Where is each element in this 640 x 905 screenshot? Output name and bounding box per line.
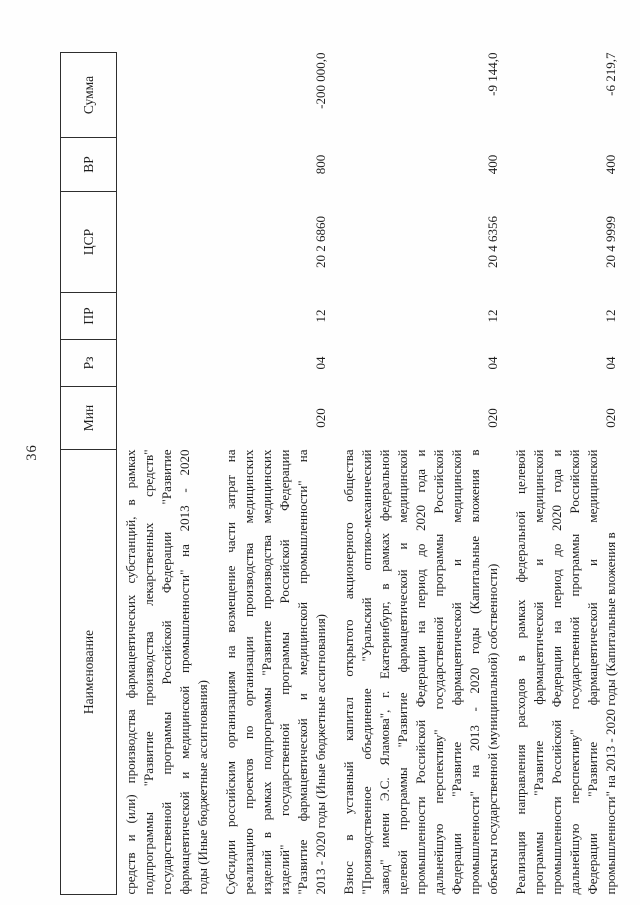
summa-cell: -9 144,0: [485, 52, 500, 96]
name-line: 2013 - 2020 годы (Иные бюджетные ассигнования): [313, 613, 328, 895]
table-row: [117, 53, 213, 895]
name-line: промышленности" на 2013 - 2020 годы (Капитальные вложения в: [467, 449, 482, 895]
name-line: подпрограммы "Развитие производства лекарственных средств": [141, 449, 156, 895]
name-line: промышленности Российской Федерации на период до 2020 года и: [549, 449, 564, 895]
rz-code-cell: 04: [603, 356, 618, 370]
rz-code-cell: 04: [485, 356, 500, 370]
csr-code-cell: 20 2 6860: [313, 216, 328, 268]
pr-code-cell: 12: [603, 309, 618, 323]
name-line: фармацевтической и медицинской промышленности" на 2013 - 2020: [177, 449, 192, 895]
rz-code-cell: 04: [313, 356, 328, 370]
min-code-cell: [117, 387, 213, 450]
summa-cell: -200 000,0: [313, 52, 328, 109]
name-cell: [330, 450, 502, 895]
name-line: Федерации "Развитие фармацевтической и медицинской: [585, 449, 600, 895]
name-line: "Производственное объединение "Уральский оптико-механический: [359, 449, 374, 895]
header-rz: Рз: [61, 340, 117, 387]
header-name: Наименование: [61, 450, 117, 895]
summa-cell: [117, 53, 213, 138]
name-line: изделий" государственной программы Российской Федерации: [277, 449, 292, 895]
csr-code-cell: [117, 192, 213, 293]
name-line: Федерации "Развитие фармацевтической и медицинской: [449, 449, 464, 895]
min-code-cell: 020: [313, 408, 328, 428]
name-line: изделий в рамках подпрограммы "Развитие производства медицинских: [259, 449, 274, 895]
table-row: [212, 53, 330, 895]
name-cell: [117, 450, 213, 895]
name-line: завод" имени Э.С. Яламова", г. Екатеринбург, в рамках федеральной: [377, 449, 392, 895]
header-summa: Сумма: [61, 53, 117, 138]
table-body: [117, 53, 621, 895]
page-number: 36: [24, 444, 40, 461]
rz-code-cell: [117, 340, 213, 387]
name-line: объекты государственной (муниципальной) собственности): [485, 563, 500, 895]
table-row: [330, 53, 502, 895]
name-line: средств и (или) производства фармацевтических субстанций, в рамках: [123, 449, 138, 895]
vr-code-cell: 400: [485, 154, 500, 175]
summa-cell: -6 219,7: [603, 52, 618, 96]
vr-code-cell: 400: [603, 154, 618, 175]
name-line: реализацию проектов по организации производства медицинских: [241, 449, 256, 895]
name-line: дальнейшую перспективу" государственной программы Российской: [431, 449, 446, 895]
name-line: Взнос в уставный капитал открытого акционерного общества: [341, 449, 356, 895]
pr-code-cell: 12: [485, 309, 500, 323]
name-line: промышленности Российской Федерации на период до 2020 года и: [413, 449, 428, 895]
header-pr: ПР: [61, 293, 117, 340]
vr-code-cell: [117, 138, 213, 192]
name-cell: [502, 450, 620, 895]
header-vr: ВР: [61, 138, 117, 192]
name-cell: [212, 450, 330, 895]
min-code-cell: 020: [485, 408, 500, 428]
budget-table: [60, 52, 620, 895]
table-row: [502, 53, 620, 895]
min-code-cell: 020: [603, 408, 618, 428]
csr-code-cell: 20 4 6356: [485, 216, 500, 268]
pr-code-cell: [117, 293, 213, 340]
name-line: "Развитие фармацевтической и медицинской промышленности" на: [295, 449, 310, 895]
name-line: дальнейшую перспективу" государственной программы Российской: [567, 449, 582, 895]
csr-code-cell: 20 4 9999: [603, 216, 618, 268]
pr-code-cell: 12: [313, 309, 328, 323]
name-line: промышленности" на 2013 - 2020 годы (Капитальные вложения в: [603, 532, 618, 895]
vr-code-cell: 800: [313, 154, 328, 175]
name-line: Реализация направления расходов в рамках федеральной целевой: [513, 449, 528, 895]
name-line: программы "Развитие фармацевтической и медицинской: [531, 449, 546, 895]
name-line: государственной программы Российской Федерации "Развитие: [159, 449, 174, 895]
table-header: [61, 53, 117, 895]
header-min: Мин: [61, 387, 117, 450]
header-csr: ЦСР: [61, 192, 117, 293]
name-line: целевой программы "Развитие фармацевтической и медицинской: [395, 449, 410, 895]
name-line: Субсидии российским организациям на возмещение части затрат на: [223, 449, 238, 895]
name-line: годы (Иные бюджетные ассигнования): [195, 680, 210, 895]
